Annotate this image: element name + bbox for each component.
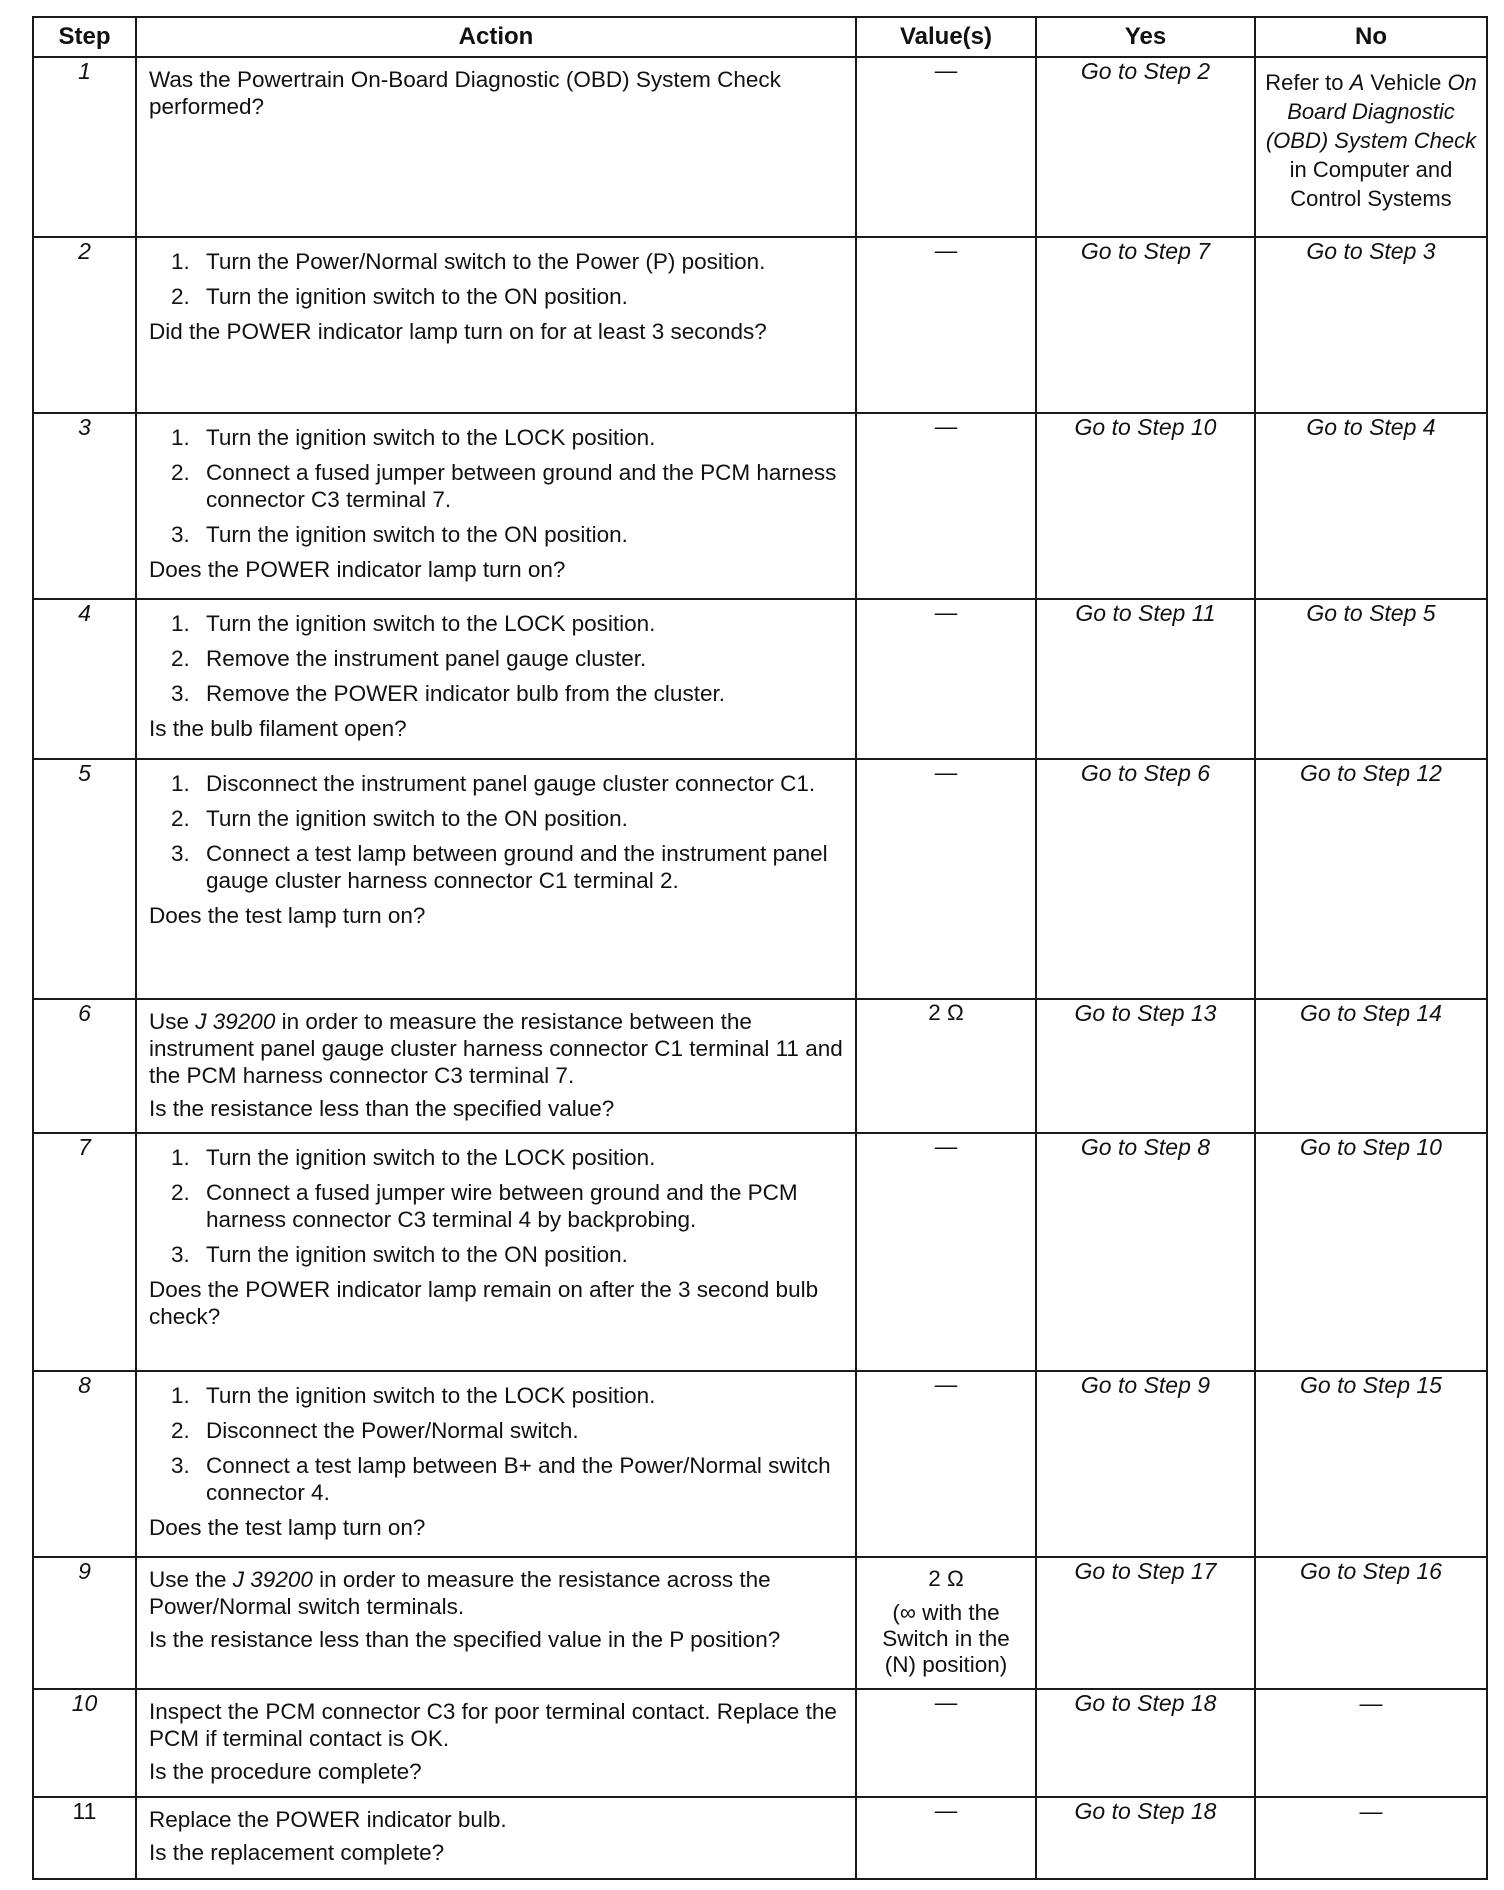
step-number: 8	[33, 1371, 136, 1557]
value-cell: —	[856, 57, 1036, 237]
tool-name: J 39200	[195, 1009, 276, 1034]
yes-cell: Go to Step 10	[1036, 413, 1255, 599]
action-cell	[136, 1797, 856, 1879]
action-step: 1. Turn the ignition switch to the LOCK position.	[171, 425, 656, 450]
no-cell: —	[1255, 1797, 1487, 1879]
step-number: 9	[33, 1557, 136, 1689]
value-cell: —	[856, 759, 1036, 999]
action-steps	[149, 1382, 845, 1506]
action-step: 2. Connect a fused jumper wire between ground and the PCM harness connector C3 terminal 4 by backprobing.	[171, 1180, 798, 1232]
value-cell: —	[856, 1689, 1036, 1797]
action-step: 3. Turn the ignition switch to the ON position.	[171, 522, 628, 547]
action-question: Is the procedure complete?	[149, 1759, 422, 1784]
value-cell: 2 Ω	[856, 999, 1036, 1133]
value-cell	[856, 1557, 1036, 1689]
action-text: Replace the POWER indicator bulb.	[149, 1807, 507, 1832]
action-step: 1. Turn the ignition switch to the LOCK position.	[171, 1383, 656, 1408]
no-text: Vehicle	[1364, 70, 1448, 95]
step-number: 2	[33, 237, 136, 413]
step-number: 6	[33, 999, 136, 1133]
no-text: A	[1349, 70, 1365, 95]
action-step: 3. Turn the ignition switch to the ON position.	[171, 1242, 628, 1267]
action-step: 1. Turn the ignition switch to the LOCK position.	[171, 1145, 656, 1170]
action-text: Use the J 39200 in order to measure the resistance across the Power/Normal switch terminals.	[149, 1567, 771, 1619]
action-steps	[149, 248, 845, 310]
header-no: No	[1255, 17, 1487, 57]
step-number: 1	[33, 57, 136, 237]
table-row	[33, 413, 1487, 599]
header-action: Action	[136, 17, 856, 57]
action-cell	[136, 1371, 856, 1557]
header-yes: Yes	[1036, 17, 1255, 57]
header-step: Step	[33, 17, 136, 57]
no-cell: Go to Step 15	[1255, 1371, 1487, 1557]
no-cell: Go to Step 10	[1255, 1133, 1487, 1371]
step-number: 5	[33, 759, 136, 999]
table-row	[33, 57, 1487, 237]
action-question: Does the test lamp turn on?	[149, 1515, 426, 1540]
step-number: 11	[33, 1797, 136, 1879]
yes-cell: Go to Step 2	[1036, 57, 1255, 237]
value-cell: —	[856, 1797, 1036, 1879]
yes-cell: Go to Step 6	[1036, 759, 1255, 999]
header-values: Value(s)	[856, 17, 1036, 57]
value-cell: —	[856, 1133, 1036, 1371]
no-cell: Go to Step 16	[1255, 1557, 1487, 1689]
action-text: Use J 39200 in order to measure the resistance between the instrument panel gauge cluster harness connector C1 terminal 11 and the PCM harness connector C3 terminal 7.	[149, 1009, 843, 1088]
action-step: 2. Connect a fused jumper between ground and the PCM harness connector C3 terminal 7.	[171, 460, 837, 512]
no-text: Refer to	[1265, 70, 1350, 95]
table-row	[33, 599, 1487, 759]
action-step: 2. Turn the ignition switch to the ON position.	[171, 806, 628, 831]
value-primary: 2 Ω	[928, 1566, 964, 1591]
no-cell: Go to Step 3	[1255, 237, 1487, 413]
action-question: Is the resistance less than the specified value?	[149, 1096, 615, 1121]
yes-cell: Go to Step 9	[1036, 1371, 1255, 1557]
table-row	[33, 1797, 1487, 1879]
tool-name: J 39200	[232, 1567, 313, 1592]
action-question: Is the resistance less than the specified value in the P position?	[149, 1627, 781, 1652]
action-cell	[136, 999, 856, 1133]
step-number: 10	[33, 1689, 136, 1797]
action-steps	[149, 424, 845, 548]
step-number: 4	[33, 599, 136, 759]
no-cell: Go to Step 14	[1255, 999, 1487, 1133]
action-question: Does the POWER indicator lamp remain on after the 3 second bulb check?	[149, 1277, 819, 1329]
header-row	[33, 17, 1487, 57]
yes-cell: Go to Step 11	[1036, 599, 1255, 759]
step-number: 3	[33, 413, 136, 599]
table-row	[33, 237, 1487, 413]
value-cell: —	[856, 1371, 1036, 1557]
table-row	[33, 999, 1487, 1133]
no-cell: Go to Step 4	[1255, 413, 1487, 599]
diagnostic-table	[32, 16, 1488, 1880]
yes-cell: Go to Step 8	[1036, 1133, 1255, 1371]
action-text: Was the Powertrain On-Board Diagnostic (OBD) System Check performed?	[149, 67, 781, 119]
action-steps	[149, 610, 845, 707]
action-cell	[136, 599, 856, 759]
value-cell: —	[856, 413, 1036, 599]
yes-cell: Go to Step 13	[1036, 999, 1255, 1133]
value-cell: —	[856, 599, 1036, 759]
no-cell: Go to Step 5	[1255, 599, 1487, 759]
step-number: 7	[33, 1133, 136, 1371]
action-step: 1. Turn the Power/Normal switch to the Power (P) position.	[171, 249, 766, 274]
action-cell	[136, 1557, 856, 1689]
action-cell	[136, 1133, 856, 1371]
action-steps	[149, 1144, 845, 1268]
action-question: Does the POWER indicator lamp turn on?	[149, 557, 566, 582]
value-cell: —	[856, 237, 1036, 413]
yes-cell: Go to Step 18	[1036, 1689, 1255, 1797]
no-cell: Go to Step 12	[1255, 759, 1487, 999]
yes-cell: Go to Step 18	[1036, 1797, 1255, 1879]
action-text: Inspect the PCM connector C3 for poor terminal contact. Replace the PCM if terminal contact is OK.	[149, 1699, 837, 1751]
action-step: 3. Remove the POWER indicator bulb from the cluster.	[171, 681, 725, 706]
table-row	[33, 1371, 1487, 1557]
no-text: in Computer and Control Systems	[1289, 157, 1453, 211]
table-row	[33, 1689, 1487, 1797]
action-step: 2. Remove the instrument panel gauge cluster.	[171, 646, 647, 671]
action-step: 2. Disconnect the Power/Normal switch.	[171, 1418, 579, 1443]
action-step: 2. Turn the ignition switch to the ON position.	[171, 284, 628, 309]
yes-cell: Go to Step 7	[1036, 237, 1255, 413]
no-reference-link: On Board Diagnostic (OBD) System Check	[1265, 70, 1477, 153]
yes-cell: Go to Step 17	[1036, 1557, 1255, 1689]
action-cell	[136, 57, 856, 237]
no-cell: —	[1255, 1689, 1487, 1797]
action-cell	[136, 759, 856, 999]
action-question: Did the POWER indicator lamp turn on for at least 3 seconds?	[149, 319, 767, 344]
table-row	[33, 759, 1487, 999]
action-steps	[149, 770, 845, 894]
action-step: 3. Connect a test lamp between B+ and the Power/Normal switch connector 4.	[171, 1453, 831, 1505]
no-cell	[1255, 57, 1487, 237]
action-cell	[136, 1689, 856, 1797]
action-step: 3. Connect a test lamp between ground and the instrument panel gauge cluster harness connector C1 terminal 2.	[171, 841, 828, 893]
action-question: Is the replacement complete?	[149, 1840, 445, 1865]
table-row	[33, 1557, 1487, 1689]
action-question: Is the bulb filament open?	[149, 716, 407, 741]
action-cell	[136, 413, 856, 599]
value-note: (∞ with the Switch in the (N) position)	[882, 1600, 1010, 1677]
action-step: 1. Disconnect the instrument panel gauge cluster connector C1.	[171, 771, 816, 796]
table-row	[33, 1133, 1487, 1371]
action-step: 1. Turn the ignition switch to the LOCK position.	[171, 611, 656, 636]
action-question: Does the test lamp turn on?	[149, 903, 426, 928]
action-cell	[136, 237, 856, 413]
